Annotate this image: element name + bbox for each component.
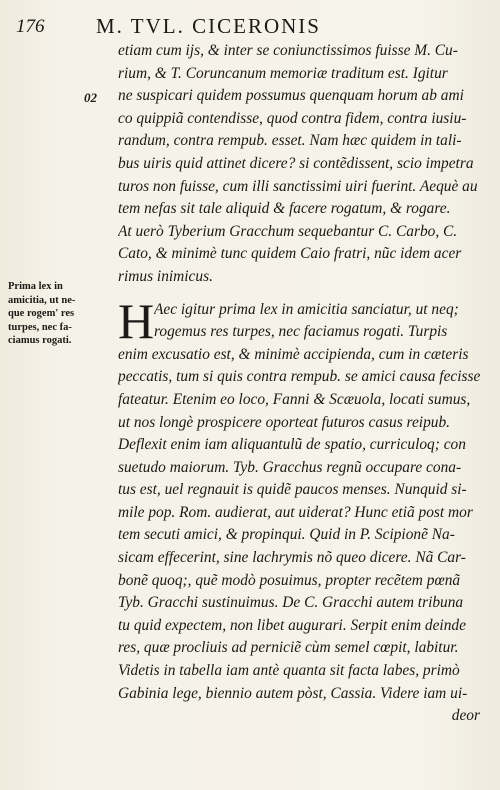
text-line: rimus inimicus. [118,267,213,285]
text-line: tus est, uel regnauit is quidẽ paucos menses. Nunquid si- [118,481,467,499]
text-line: res, quæ procliuis ad perniciẽ cùm semel cœpit, labitur. [118,639,459,657]
text-line: deor [451,707,480,725]
text-line: Tyb. Gracchi sustinuimus. De C. Gracchi autem tribuna [118,594,464,612]
running-title: M. TVL. CICERONIS [96,14,321,38]
margin-note-line: que rogem' res [8,308,75,319]
text-line: co quippiã contendisse, quod contra fidem, contra iusiu- [118,109,467,127]
text-line: turos non fuisse, cum illi sanctissimi uiri fuerint. Aequè au [118,177,478,195]
text-line: suetudo maiorum. Tyb. Gracchus regnũ occupare cona- [118,458,462,476]
text-line: At uerò Tyberium Gracchum sequebantur C. Carbo, C. [118,222,458,240]
text-line: etiam cum ijs, & inter se coniunctissimos fuisse M. Cu- [118,42,458,59]
margin-note-line: ciamus rogati. [8,335,72,346]
margin-note-line: Prima lex in [8,281,63,292]
text-line: peccatis, tum si quis contra rempub. se amici causa fecisse [118,368,481,386]
text-line: Cato, & minimè tunc quidem Caio fratri, nũc idem acer [118,245,462,263]
folio-number: 176 [16,16,45,37]
text-line: tu quid expectem, non libet augurari. Serpit enim deinde [118,616,466,634]
body-text [118,40,486,728]
text-line: Videtis in tabella iam antè quanta sit facta labes, primò [118,662,460,680]
margin-note-line: amicitia, ut ne- [8,294,76,306]
paragraph-gap [118,289,486,299]
drop-cap: H [118,292,155,349]
paragraph [118,292,486,728]
text-line: randum, contra rempub. esset. Nam hæc quidem in tali- [118,132,462,150]
text-line: ne suspicari quidem possumus quenquam horum ab ami [118,87,464,105]
text-line: tem nefas sit tale aliquid & facere rogatum, & rogare. [118,200,451,218]
text-line: fateatur. Etenim eo loco, Fanni & Scæuola, locati sumus, [118,390,471,408]
text-line: sicam effecerint, sine lachrymis nõ queo dicere. Nã Car- [118,549,466,567]
margin-note-line: turpes, nec fa- [8,321,72,333]
text-line: tem secuti amici, & propinqui. Quid in P. Scipionẽ Na- [118,526,455,544]
text-line: rogemus res turpes, nec faciamus rogati. Turpis [154,323,448,341]
text-line: Deflexit enim iam aliquantulũ de spatio, curriculoq; con [118,436,466,454]
text-line: Gabinia lege, biennio autem pòst, Cassia. Videre iam ui- [118,684,468,702]
text-line: rium, & T. Coruncanum memoriæ traditum est. Igitur [118,64,448,82]
text-line: ut nos longè prospicere oporteat futuros casus reipub. [118,413,451,431]
text-line: bus uiris quid attinet dicere? si contẽdissent, scio impetra [118,154,474,172]
margin-note [8,280,116,348]
text-line: mile pop. Rom. audierat, aut uiderat? Hunc etiã post mor [118,503,473,521]
text-line: Aec igitur prima lex in amicitia sanciatur, ut neq; [154,300,459,318]
margin-reference: 02 [84,90,97,105]
text-line: enim excusatio est, & minimè accipienda, cum in cæteris [118,345,469,363]
text-line: bonẽ quoq;, quẽ modò posuimus, propter recẽtem pœnã [118,571,461,589]
